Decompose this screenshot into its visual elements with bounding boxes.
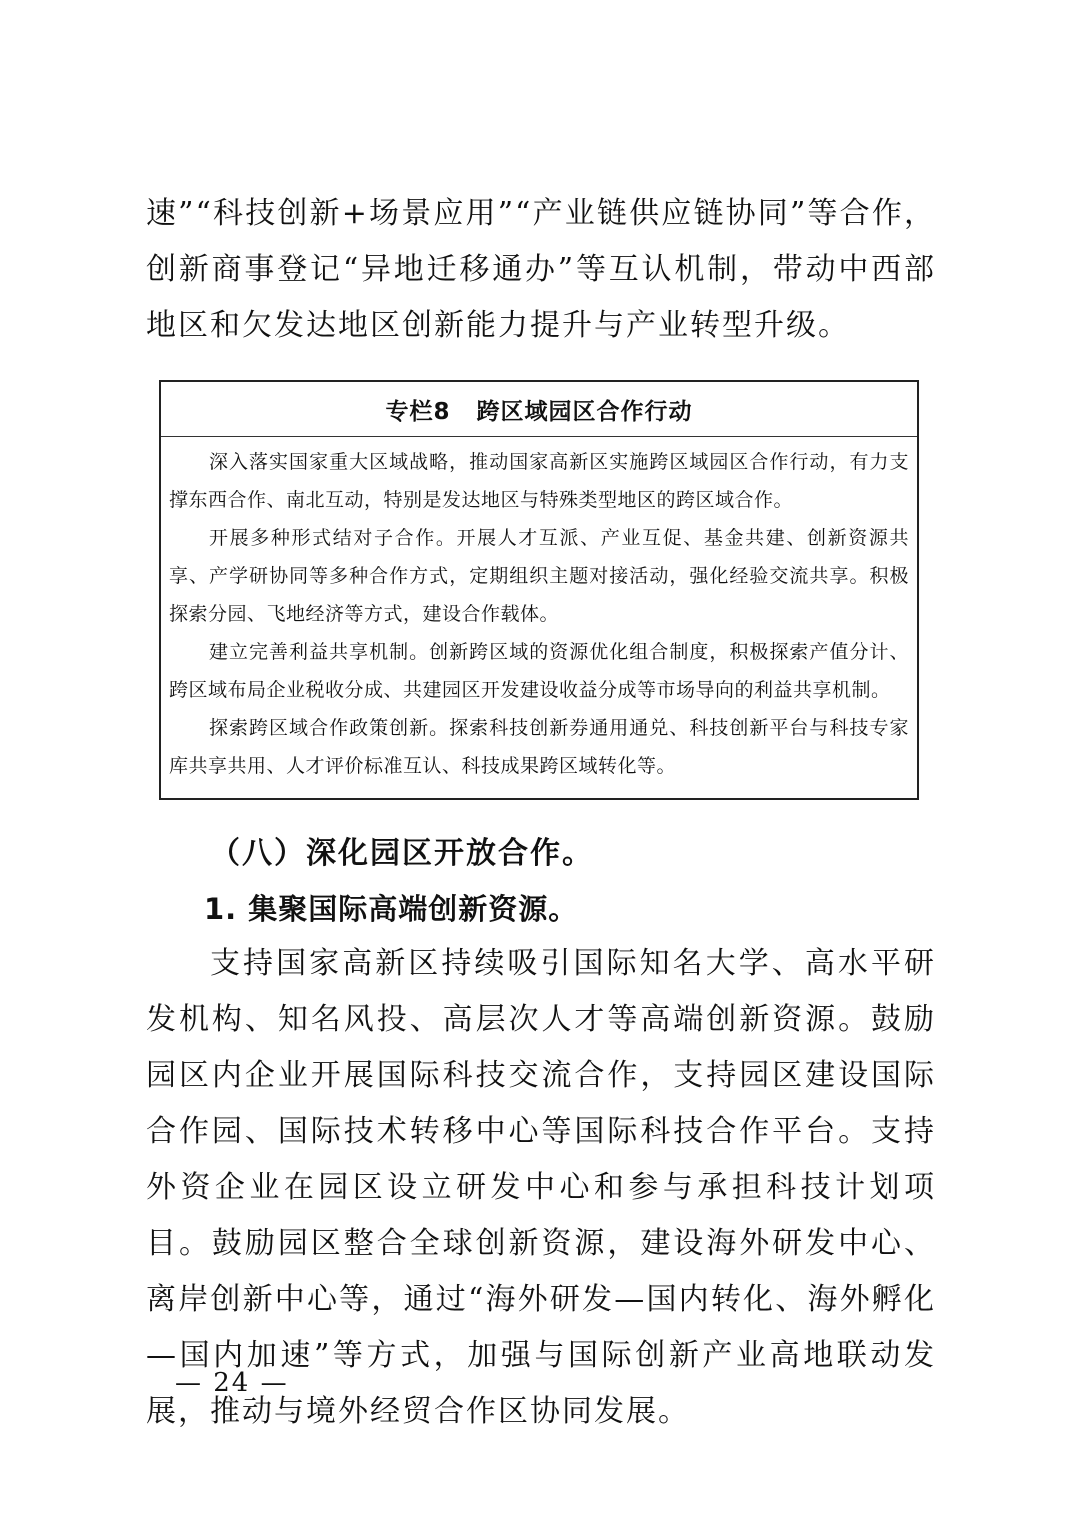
main-paragraph: 支持国家高新区持续吸引国际知名大学、高水平研发机构、知名风投、高层次人才等高端创新资源。鼓励园区内企业开展国际科技交流合作，支持园区建设国际合作园、国际技术转移中心等国际科技合作平台。支持外资企业在园区设立研发中心和参与承担科技计划项目。鼓励园区整合全球创新资源，建设海外研发中心、离岸创新中心等，通过“海外研发—国内转化、海外孵化—国内加速”等方式，加强与国际创新产业高地联动发展，推动与境外经贸合作区协同发展。 [146, 946, 936, 1429]
sidebar-box-paragraph: 建立完善利益共享机制。创新跨区域的资源优化组合制度，积极探索产值分计、跨区域布局企业税收分成、共建园区开发建设收益分成等市场导向的利益共享机制。 [169, 641, 909, 701]
subsection-heading: 1. 集聚国际高端创新资源。 [204, 892, 579, 926]
page-number: — 24 — [175, 1368, 289, 1398]
sidebar-box-body [161, 437, 917, 785]
sidebar-box-title-text: 跨区域园区合作行动 [476, 398, 693, 425]
sidebar-box-label: 专栏8 [385, 398, 451, 425]
intro-text [146, 186, 936, 354]
sidebar-box-title [161, 382, 917, 437]
sidebar-box-paragraph: 深入落实国家重大区域战略，推动国家高新区实施跨区域园区合作行动，有力支撑东西合作、南北互动，特别是发达地区与特殊类型地区的跨区域合作。 [169, 451, 909, 511]
sidebar-box-paragraph: 开展多种形式结对子合作。开展人才互派、产业互促、基金共建、创新资源共享、产学研协同等多种合作方式，定期组织主题对接活动，强化经验交流共享。积极探索分园、飞地经济等方式，建设合作载体。 [169, 527, 909, 625]
section-heading: （八）深化园区开放合作。 [210, 836, 594, 871]
sidebar-box [159, 380, 919, 800]
sidebar-box-paragraph: 探索跨区域合作政策创新。探索科技创新券通用通兑、科技创新平台与科技专家库共享共用、人才评价标准互认、科技成果跨区域转化等。 [169, 717, 909, 777]
intro-paragraph: 速”“科技创新+场景应用”“产业链供应链协同”等合作，创新商事登记“异地迁移通办”等互认机制，带动中西部地区和欠发达地区创新能力提升与产业转型升级。 [146, 196, 936, 343]
